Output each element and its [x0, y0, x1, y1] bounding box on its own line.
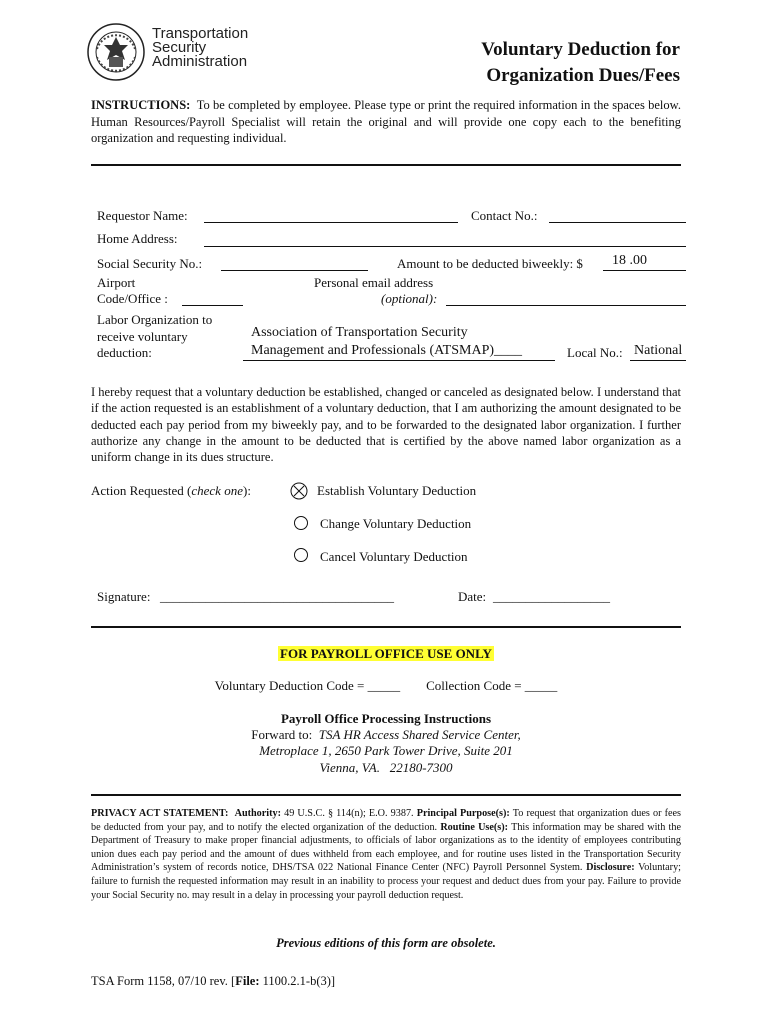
instructions-label: INSTRUCTIONS: [91, 98, 191, 112]
routine-text: This information may be shared with the Department of Treasury to make proper financial adjustments, to officials of labor organizations as to the identity of employees contributing union dues each pay period and the amount of dues withheld from each employee, and for routine uses listed in the Transportation Security Administration’s system of records notice, DHS/TSA 022 National Finance Center (NFC) Payroll Personnel System. [91, 821, 681, 874]
change-radio[interactable] [294, 516, 308, 530]
purpose-label: Principal Purpose(s): [416, 808, 510, 819]
labor-org-label-line: Labor Organization to [97, 312, 213, 327]
payroll-heading-wrap [91, 646, 681, 662]
forward-address-line2: Metroplace 1, 2650 Park Tower Drive, Suite 201 [259, 743, 513, 758]
airport-code-field[interactable] [182, 305, 243, 306]
date-field[interactable]: __________________ [493, 589, 610, 604]
email-label-line1: Personal email address [314, 275, 434, 290]
form-number-text: TSA Form 1158, 07/10 rev. [ [91, 974, 236, 988]
payroll-heading: FOR PAYROLL OFFICE USE ONLY [280, 646, 492, 661]
authority-text: 49 U.S.C. § 114(n); E.O. 9387. [281, 808, 417, 819]
section-divider [91, 164, 681, 166]
disclosure-text: Voluntary; failure to furnish the requested information may result in an inability to process your request and deduct dues from your pay. Failure to provide your Social Security no. may result in a delay in processing your payroll deduction request. [91, 862, 681, 901]
disclosure-label: Disclosure: [586, 862, 635, 874]
signature-field[interactable]: ____________________________________ [160, 589, 394, 604]
form-title [481, 37, 680, 89]
form-number [91, 974, 335, 989]
local-no-value[interactable]: National [634, 343, 683, 358]
form-title-line: Organization Dues/Fees [486, 65, 680, 86]
privacy-act-statement [91, 807, 681, 902]
airport-label-line2: Code/Office : [97, 291, 168, 306]
authorization-paragraph: I hereby request that a voluntary deduction be established, changed or canceled as designated below. I understand that if the action requested is an establishment of a voluntary deduction, that I am authorizing the amount designated to be deducted each pay period from my biweekly pay, and to be forwarded to the designated labor organization. I further authorize any change in the amount to be deducted that is certified by the above named labor organization as a uniform change in its dues structure. [91, 385, 681, 465]
payroll-codes: Voluntary Deduction Code = _____ Collection Code = _____ [214, 678, 558, 693]
agency-line: Administration [152, 53, 248, 70]
contact-no-field[interactable] [549, 222, 686, 223]
section-divider [91, 794, 681, 796]
agency-name [152, 27, 248, 69]
section-divider [91, 626, 681, 628]
purpose-text: To request that organization dues or fees be deducted from your pay, and to notify the elected organization of the deduction. [91, 808, 681, 833]
requestor-name-label: Requestor Name: [97, 208, 188, 223]
forward-address-line1: TSA HR Access Shared Service Center, [318, 727, 521, 742]
airport-label-line1: Airport [97, 275, 136, 290]
authority-label: Authority: [234, 808, 281, 819]
agency-line: Transportation [152, 25, 249, 42]
local-no-label: Local No.: [567, 345, 623, 360]
action-requested-label: Action Requested (check one): [91, 483, 251, 498]
routine-label: Routine Use(s): [440, 821, 509, 833]
email-field[interactable] [446, 305, 686, 306]
home-address-field[interactable] [204, 246, 686, 247]
local-no-underline [630, 360, 686, 361]
labor-org-label [97, 312, 212, 362]
signature-label: Signature: [97, 589, 151, 604]
option-change-label: Change Voluntary Deduction [320, 516, 472, 531]
requestor-name-field[interactable] [204, 222, 458, 223]
file-label: File: [235, 974, 260, 988]
option-establish-label: Establish Voluntary Deduction [317, 483, 477, 498]
labor-org-label-line: deduction: [97, 345, 152, 360]
email-label-line2: (optional): [381, 291, 438, 306]
amount-value: 18 .00 [612, 253, 647, 268]
labor-org-value-line1: Association of Transportation Security [251, 325, 468, 340]
amount-field[interactable] [603, 270, 686, 271]
forward-address-line3: Vienna, VA. 22180-7300 [319, 760, 453, 775]
amount-label: Amount to be deducted biweekly: $ [397, 256, 583, 271]
form-title-line: Voluntary Deduction for [481, 39, 680, 60]
obsolete-note: Previous editions of this form are obsolete. [276, 936, 496, 950]
ssn-label: Social Security No.: [97, 256, 203, 271]
home-address-label: Home Address: [97, 231, 178, 246]
labor-org-underline [243, 360, 555, 361]
file-value: 1100.2.1-b(3)] [259, 974, 336, 988]
instructions [91, 97, 681, 147]
dhs-seal-logo [87, 23, 145, 81]
option-cancel-label: Cancel Voluntary Deduction [320, 549, 468, 564]
forward-line1 [91, 727, 681, 743]
date-label: Date: [458, 589, 487, 604]
instructions-text: To be completed by employee. Please type or print the required information in the spaces below. Human Resources/Payroll Specialist will retain the original and will provide one copy each to the benefiting organization and requesting individual. [91, 98, 681, 145]
labor-org-value-line2[interactable]: Management and Professionals (ATSMAP)____ [251, 343, 523, 358]
forward-label: Forward to: [251, 727, 313, 742]
privacy-heading: PRIVACY ACT STATEMENT: [91, 808, 229, 819]
ssn-field[interactable] [221, 270, 368, 271]
dhs-seal-icon [87, 23, 145, 81]
cancel-radio[interactable] [294, 548, 308, 562]
processing-title: Payroll Office Processing Instructions [280, 711, 492, 726]
labor-org-label-line: receive voluntary [97, 328, 188, 344]
agency-line: Security [152, 39, 207, 56]
contact-no-label: Contact No.: [471, 208, 538, 223]
establish-radio-checked[interactable] [290, 482, 308, 500]
